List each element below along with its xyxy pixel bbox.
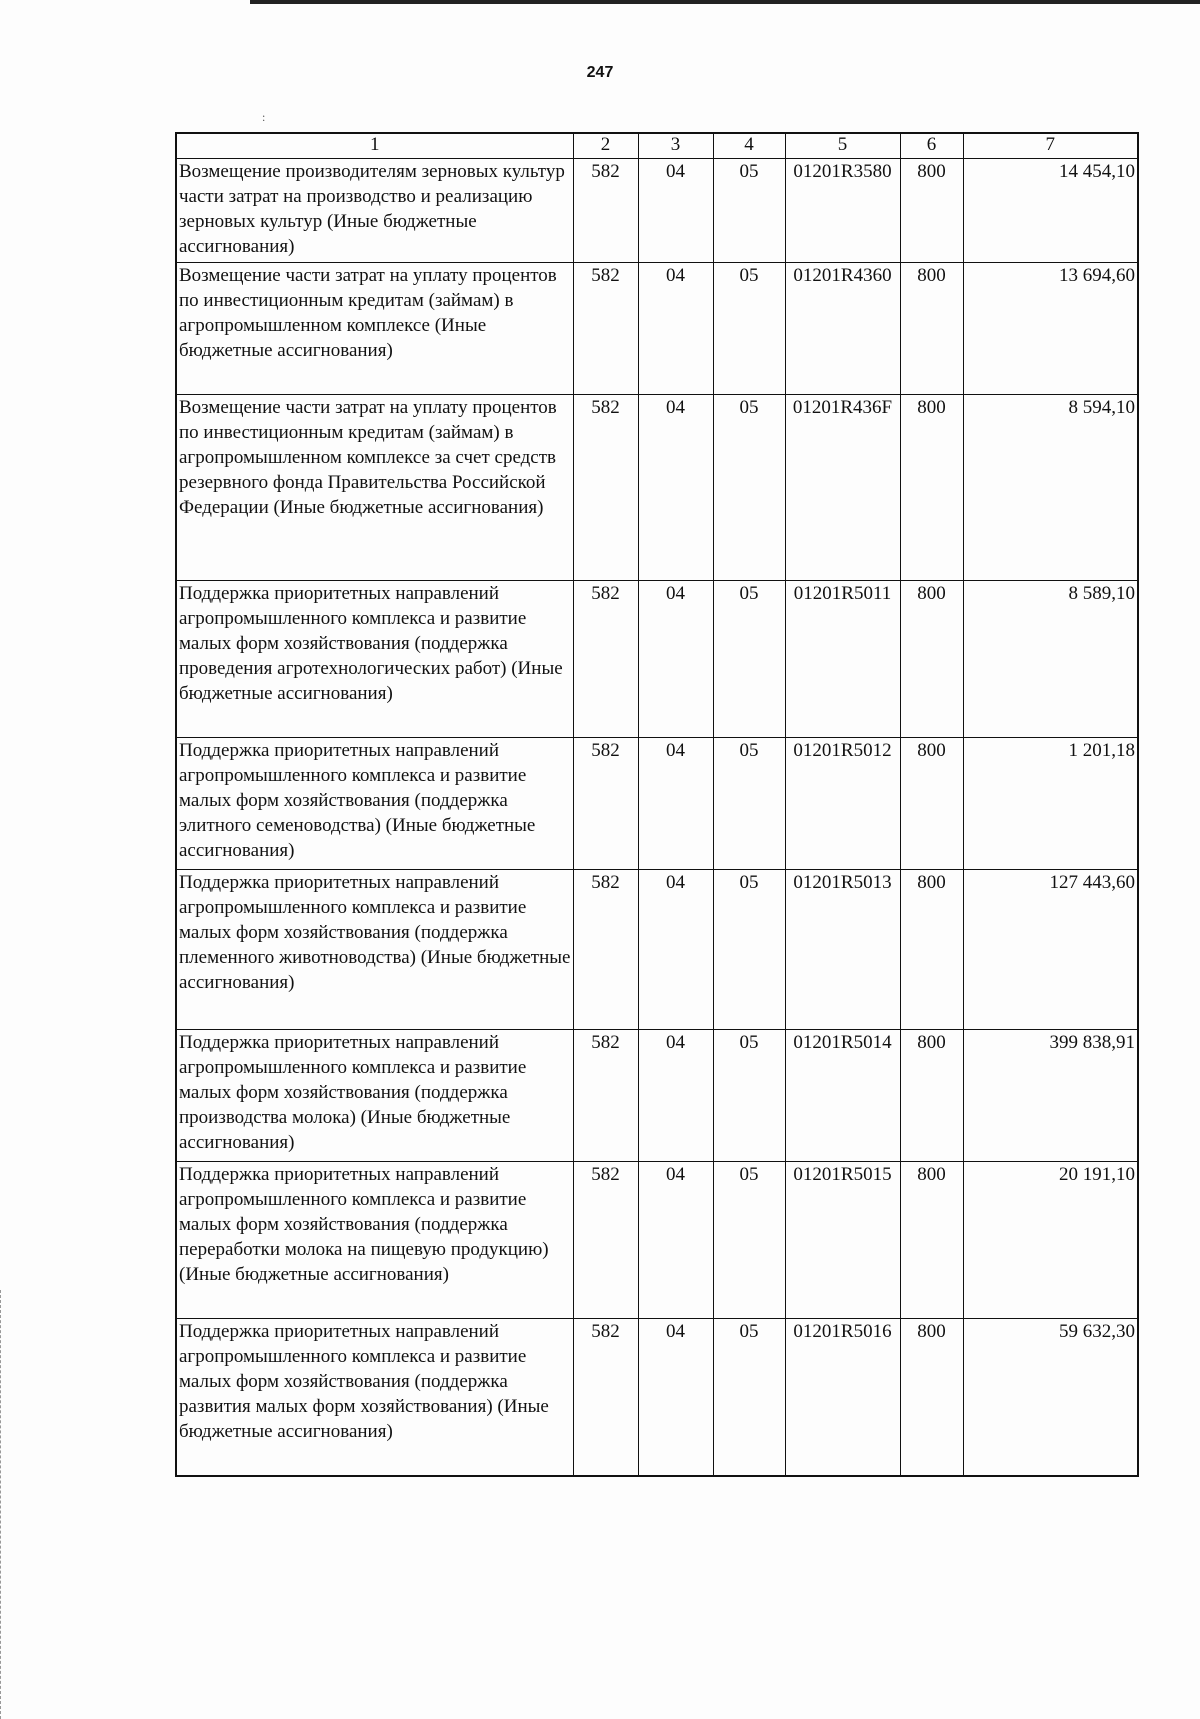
row-col-4: 05 <box>713 395 785 581</box>
row-target-code: 01201R436F <box>785 395 900 581</box>
row-description: Поддержка приоритетных направлений агропромышленного комплекса и развитие малых форм хозяйствования (поддержка племенного животноводства) (Иные бюджетные ассигнования) <box>176 870 573 1030</box>
row-amount: 127 443,60 <box>963 870 1138 1030</box>
row-col-6: 800 <box>900 581 963 738</box>
row-amount: 14 454,10 <box>963 159 1138 263</box>
row-col-3: 04 <box>638 1319 713 1476</box>
row-description: Поддержка приоритетных направлений агропромышленного комплекса и развитие малых форм хозяйствования (поддержка развития малых форм хозяйствования) (Иные бюджетные ассигнования) <box>176 1319 573 1476</box>
row-description: Возмещение части затрат на уплату процентов по инвестиционным кредитам (займам) в агропромышленном комплексе за счет средств резервного фонда Правительства Российской Федерации (Иные бюджетные ассигнования) <box>176 395 573 581</box>
row-col-3: 04 <box>638 581 713 738</box>
table-row <box>176 263 1138 395</box>
column-header: 5 <box>785 133 900 159</box>
row-col-2: 582 <box>573 263 638 395</box>
row-col-6: 800 <box>900 1162 963 1319</box>
row-target-code: 01201R5016 <box>785 1319 900 1476</box>
row-description: Возмещение части затрат на уплату процентов по инвестиционным кредитам (займам) в агропромышленном комплексе (Иные бюджетные ассигнования) <box>176 263 573 395</box>
row-col-4: 05 <box>713 1319 785 1476</box>
row-description: Поддержка приоритетных направлений агропромышленного комплекса и развитие малых форм хозяйствования (поддержка переработки молока на пищевую продукцию) (Иные бюджетные ассигнования) <box>176 1162 573 1319</box>
table-row <box>176 395 1138 581</box>
row-col-2: 582 <box>573 159 638 263</box>
header-row <box>176 133 1138 159</box>
page-number: 247 <box>586 64 614 81</box>
row-col-4: 05 <box>713 870 785 1030</box>
row-amount: 13 694,60 <box>963 263 1138 395</box>
row-target-code: 01201R5012 <box>785 738 900 870</box>
row-amount: 399 838,91 <box>963 1030 1138 1162</box>
row-col-3: 04 <box>638 159 713 263</box>
row-col-4: 05 <box>713 1162 785 1319</box>
row-col-3: 04 <box>638 738 713 870</box>
row-amount: 59 632,30 <box>963 1319 1138 1476</box>
row-col-2: 582 <box>573 1030 638 1162</box>
row-amount: 1 201,18 <box>963 738 1138 870</box>
row-col-6: 800 <box>900 1030 963 1162</box>
row-target-code: 01201R4360 <box>785 263 900 395</box>
table-row <box>176 1030 1138 1162</box>
row-col-3: 04 <box>638 1162 713 1319</box>
row-amount: 20 191,10 <box>963 1162 1138 1319</box>
scan-mark: : <box>262 110 266 124</box>
row-description: Возмещение производителям зерновых культур части затрат на производство и реализацию зерновых культур (Иные бюджетные ассигнования) <box>176 159 573 263</box>
scan-left-edge <box>0 1290 3 1719</box>
table-row <box>176 581 1138 738</box>
row-col-2: 582 <box>573 1162 638 1319</box>
row-col-3: 04 <box>638 1030 713 1162</box>
column-header: 4 <box>713 133 785 159</box>
row-target-code: 01201R5013 <box>785 870 900 1030</box>
row-col-6: 800 <box>900 738 963 870</box>
row-amount: 8 594,10 <box>963 395 1138 581</box>
row-col-2: 582 <box>573 395 638 581</box>
table-row <box>176 1319 1138 1476</box>
row-description: Поддержка приоритетных направлений агропромышленного комплекса и развитие малых форм хозяйствования (поддержка проведения агротехнологических работ) (Иные бюджетные ассигнования) <box>176 581 573 738</box>
column-header: 2 <box>573 133 638 159</box>
table-row <box>176 738 1138 870</box>
budget-table <box>175 132 1139 1477</box>
row-description: Поддержка приоритетных направлений агропромышленного комплекса и развитие малых форм хозяйствования (поддержка производства молока) (Иные бюджетные ассигнования) <box>176 1030 573 1162</box>
row-col-2: 582 <box>573 738 638 870</box>
row-col-4: 05 <box>713 159 785 263</box>
row-col-4: 05 <box>713 738 785 870</box>
row-col-6: 800 <box>900 1319 963 1476</box>
row-target-code: 01201R5011 <box>785 581 900 738</box>
row-target-code: 01201R3580 <box>785 159 900 263</box>
table-row <box>176 1162 1138 1319</box>
row-amount: 8 589,10 <box>963 581 1138 738</box>
row-col-6: 800 <box>900 263 963 395</box>
row-col-6: 800 <box>900 159 963 263</box>
row-col-2: 582 <box>573 870 638 1030</box>
row-col-3: 04 <box>638 263 713 395</box>
row-col-2: 582 <box>573 1319 638 1476</box>
column-header: 1 <box>176 133 573 159</box>
column-header: 3 <box>638 133 713 159</box>
row-col-4: 05 <box>713 581 785 738</box>
table-row <box>176 159 1138 263</box>
table-row <box>176 870 1138 1030</box>
row-col-3: 04 <box>638 395 713 581</box>
column-header: 6 <box>900 133 963 159</box>
row-col-6: 800 <box>900 395 963 581</box>
column-header: 7 <box>963 133 1138 159</box>
row-col-2: 582 <box>573 581 638 738</box>
row-col-6: 800 <box>900 870 963 1030</box>
scan-top-rule <box>250 0 1200 4</box>
row-target-code: 01201R5015 <box>785 1162 900 1319</box>
row-target-code: 01201R5014 <box>785 1030 900 1162</box>
row-col-4: 05 <box>713 1030 785 1162</box>
row-col-3: 04 <box>638 870 713 1030</box>
row-col-4: 05 <box>713 263 785 395</box>
row-description: Поддержка приоритетных направлений агропромышленного комплекса и развитие малых форм хозяйствования (поддержка элитного семеноводства) (Иные бюджетные ассигнования) <box>176 738 573 870</box>
